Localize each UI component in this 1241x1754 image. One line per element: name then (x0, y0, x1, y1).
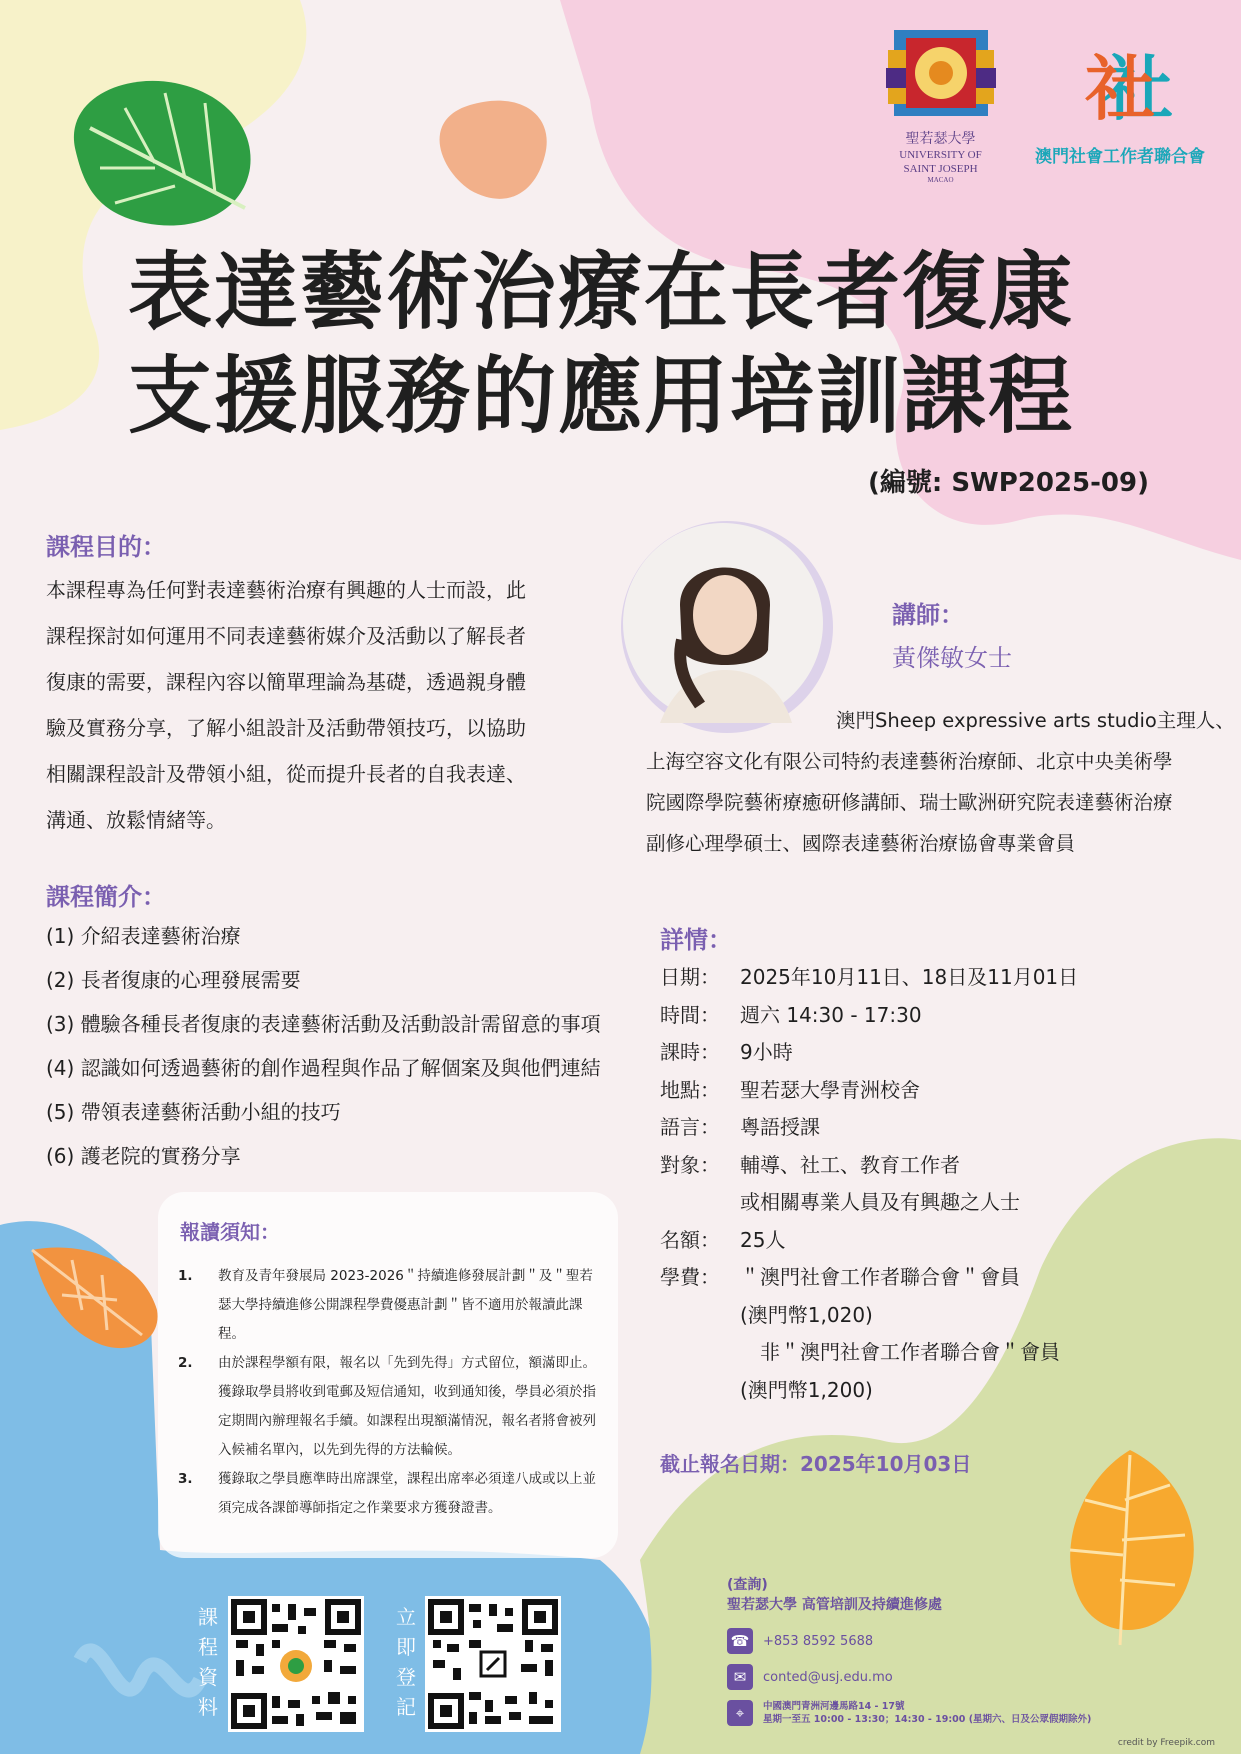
monstera-leaf-icon (55, 68, 265, 238)
bio-line: 院國際學院藝術療癒研修講師、瑞士歐洲研究院表達藝術治療 (646, 791, 1173, 814)
detail-row (660, 1259, 1078, 1297)
detail-row (660, 1147, 1078, 1185)
intro-item: (5) 帶領表達藝術活動小組的技巧 (46, 1100, 341, 1124)
contact-email-row (727, 1664, 1091, 1690)
objective-line: 相關課程設計及帶領小組，從而提升長者的自我表達、 (46, 762, 526, 786)
objective-line: 課程探討如何運用不同表達藝術媒介及活動以了解長者 (46, 624, 526, 648)
detail-label: 學費： (660, 1265, 720, 1289)
detail-value: (澳門幣1,020) (740, 1302, 873, 1327)
contact-org: 聖若瑟大學 高管培訓及持續進修處 (727, 1597, 942, 1613)
association-name: 澳門社會工作者聯合會 (1035, 147, 1205, 167)
notice-item (178, 1465, 598, 1523)
detail-value: 9小時 (740, 1040, 793, 1064)
detail-row (660, 1334, 1078, 1372)
detail-label: 名額： (660, 1227, 720, 1252)
contact-email[interactable]: conted@usj.edu.mo (763, 1669, 893, 1685)
notice-text: 獲錄取之學員應準時出席課堂，課程出席率必須達八成或以上並須完成各課節導師指定之作業要求方獲發證書。 (218, 1471, 596, 1516)
qr-label-char: 記 (396, 1695, 416, 1719)
course-info-qr-label (196, 1602, 220, 1722)
detail-row (660, 1184, 1078, 1222)
detail-label: 課時： (660, 1040, 720, 1064)
detail-value: 或相關專業人員及有興趣之人士 (740, 1190, 1020, 1214)
intro-item: (2) 長者復康的心理發展需要 (46, 968, 301, 992)
association-mark: 社 (1085, 48, 1155, 130)
phone-icon: ☎ (727, 1628, 753, 1654)
qr-label-char: 程 (198, 1635, 218, 1659)
contact-phone-row (727, 1628, 1091, 1654)
detail-label (660, 1184, 740, 1222)
details-section (660, 920, 1078, 1409)
usj-name-en-2: SAINT JOSEPH (903, 163, 978, 175)
detail-row (660, 959, 1078, 997)
bio-line: 副修心理學碩士、國際表達藝術治療協會專業會員 (646, 832, 1076, 855)
course-title (128, 240, 1074, 448)
detail-row (660, 1034, 1078, 1072)
detail-row (660, 1297, 1078, 1335)
qr-label-char: 料 (198, 1695, 218, 1719)
contact-inquiry: (查詢) (727, 1577, 768, 1593)
objective-line: 溝通、放鬆情緒等。 (46, 808, 226, 832)
detail-label: 地點： (660, 1077, 720, 1102)
intro-list (46, 914, 601, 1178)
course-title-line-1: 表達藝術治療在長者復康 (128, 243, 1075, 341)
detail-label: 日期： (660, 965, 720, 989)
usj-logo (878, 28, 1003, 188)
objective-line: 驗及實務分享，了解小組設計及活動帶領技巧，以協助 (46, 716, 526, 740)
instructor-name: 黃傑敏女士 (892, 644, 1012, 672)
intro-item: (3) 體驗各種長者復康的表達藝術活動及活動設計需留意的事項 (46, 1012, 601, 1036)
qr-label-char: 課 (198, 1605, 218, 1629)
bio-line: 澳門Sheep expressive arts studio主理人、 (836, 709, 1235, 732)
detail-value: (澳門幣1,200) (740, 1377, 873, 1402)
contact-phone[interactable]: +853 8592 5688 (763, 1633, 874, 1649)
detail-value: 週六 14:30 - 17:30 (740, 1002, 922, 1027)
detail-row (660, 1109, 1078, 1147)
image-credit: credit by Freepik.com (1117, 1738, 1215, 1748)
detail-label: 語言： (660, 1115, 720, 1139)
registration-deadline: 截止報名日期：2025年10月03日 (660, 1452, 972, 1476)
notice-number: 2. (178, 1355, 193, 1371)
detail-row (660, 1072, 1078, 1110)
usj-name-cn: 聖若瑟大學 (905, 131, 976, 147)
register-qr-label (394, 1602, 418, 1722)
detail-value: 非＂澳門社會工作者聯合會＂會員 (740, 1340, 1060, 1364)
detail-label: 時間： (660, 1002, 720, 1027)
notice-list (178, 1262, 598, 1523)
usj-name-en-3: MACAO (927, 176, 954, 184)
objective-line: 復康的需要，課程內容以簡單理論為基礎，透過親身體 (46, 670, 526, 694)
notice-text: 教育及青年發展局 2023-2026＂持續進修發展計劃＂及＂聖若瑟大學持續進修公開課程學費優惠計劃＂皆不適用於報讀此課程。 (218, 1268, 593, 1342)
register-qr-code[interactable] (425, 1596, 561, 1732)
association-logo (1020, 44, 1220, 167)
course-code: (編號: SWP2025-09) (867, 468, 1149, 498)
contact-address-row (727, 1700, 1091, 1726)
detail-row (660, 1372, 1078, 1410)
location-pin-icon: ⌖ (727, 1700, 753, 1726)
details-heading: 詳情： (660, 926, 732, 954)
detail-label (660, 1334, 740, 1372)
qr-label-char: 立 (396, 1605, 416, 1629)
usj-name-en-1: UNIVERSITY OF (899, 149, 982, 161)
bio-line: 上海空容文化有限公司特約表達藝術治療師、北京中央美術學 (646, 750, 1173, 773)
qr-label-char: 登 (396, 1665, 416, 1689)
detail-value: 聖若瑟大學青洲校舍 (740, 1077, 920, 1102)
usj-crest-icon (886, 28, 996, 118)
notice-heading: 報讀須知： (180, 1220, 280, 1244)
contact-address: 中國澳門青洲河邊馬路14 - 17號 (763, 1701, 905, 1712)
intro-item: (6) 護老院的實務分享 (46, 1144, 241, 1168)
qr-label-char: 即 (396, 1635, 416, 1659)
notice-item (178, 1262, 598, 1349)
contact-address-block (763, 1700, 1091, 1726)
detail-value: 2025年10月11日、18日及11月01日 (740, 965, 1079, 989)
detail-label (660, 1297, 740, 1335)
contact-section (727, 1574, 1091, 1726)
instructor-heading: 講師： (892, 601, 964, 629)
detail-value: 25人 (740, 1227, 786, 1252)
notice-number: 1. (178, 1268, 193, 1284)
intro-item: (4) 認識如何透過藝術的創作過程與作品了解個案及與他們連結 (46, 1056, 601, 1080)
qr-label-char: 資 (198, 1665, 218, 1689)
objective-line: 本課程專為任何對表達藝術治療有興趣的人士而設，此 (46, 578, 526, 602)
instructor-bio (646, 700, 1235, 864)
detail-value: ＂澳門社會工作者聯合會＂會員 (740, 1265, 1020, 1289)
course-title-line-2: 支援服務的應用培訓課程 (128, 347, 1075, 445)
notice-item (178, 1349, 598, 1465)
orange-leaf-icon (22, 1240, 162, 1360)
detail-label (660, 1372, 740, 1410)
detail-label: 對象： (660, 1152, 720, 1177)
objective-text (46, 567, 586, 843)
detail-row (660, 1222, 1078, 1260)
intro-heading: 課程簡介： (46, 883, 166, 911)
contact-hours: 星期一至五 10:00 - 13:30；14:30 - 19:00 (星期六、日及公眾假期除外) (763, 1714, 1092, 1725)
notice-text: 由於課程學額有限，報名以「先到先得」方式留位，額滿即止。獲錄取學員將收到電郵及短信通知，收到通知後，學員必須於指定期間內辦理報名手續。如課程出現額滿情況，報名者將會被列入候補名單內，以先到先得的方法輪候。 (218, 1355, 596, 1458)
notice-box (158, 1192, 618, 1558)
detail-value: 輔導、社工、教育工作者 (740, 1152, 960, 1177)
detail-value: 粵語授課 (740, 1115, 820, 1139)
detail-row (660, 997, 1078, 1035)
objective-heading: 課程目的： (46, 533, 166, 561)
course-info-qr-code[interactable] (228, 1596, 364, 1732)
intro-item: (1) 介紹表達藝術治療 (46, 924, 241, 948)
email-icon: ✉ (727, 1664, 753, 1690)
notice-number: 3. (178, 1471, 193, 1487)
